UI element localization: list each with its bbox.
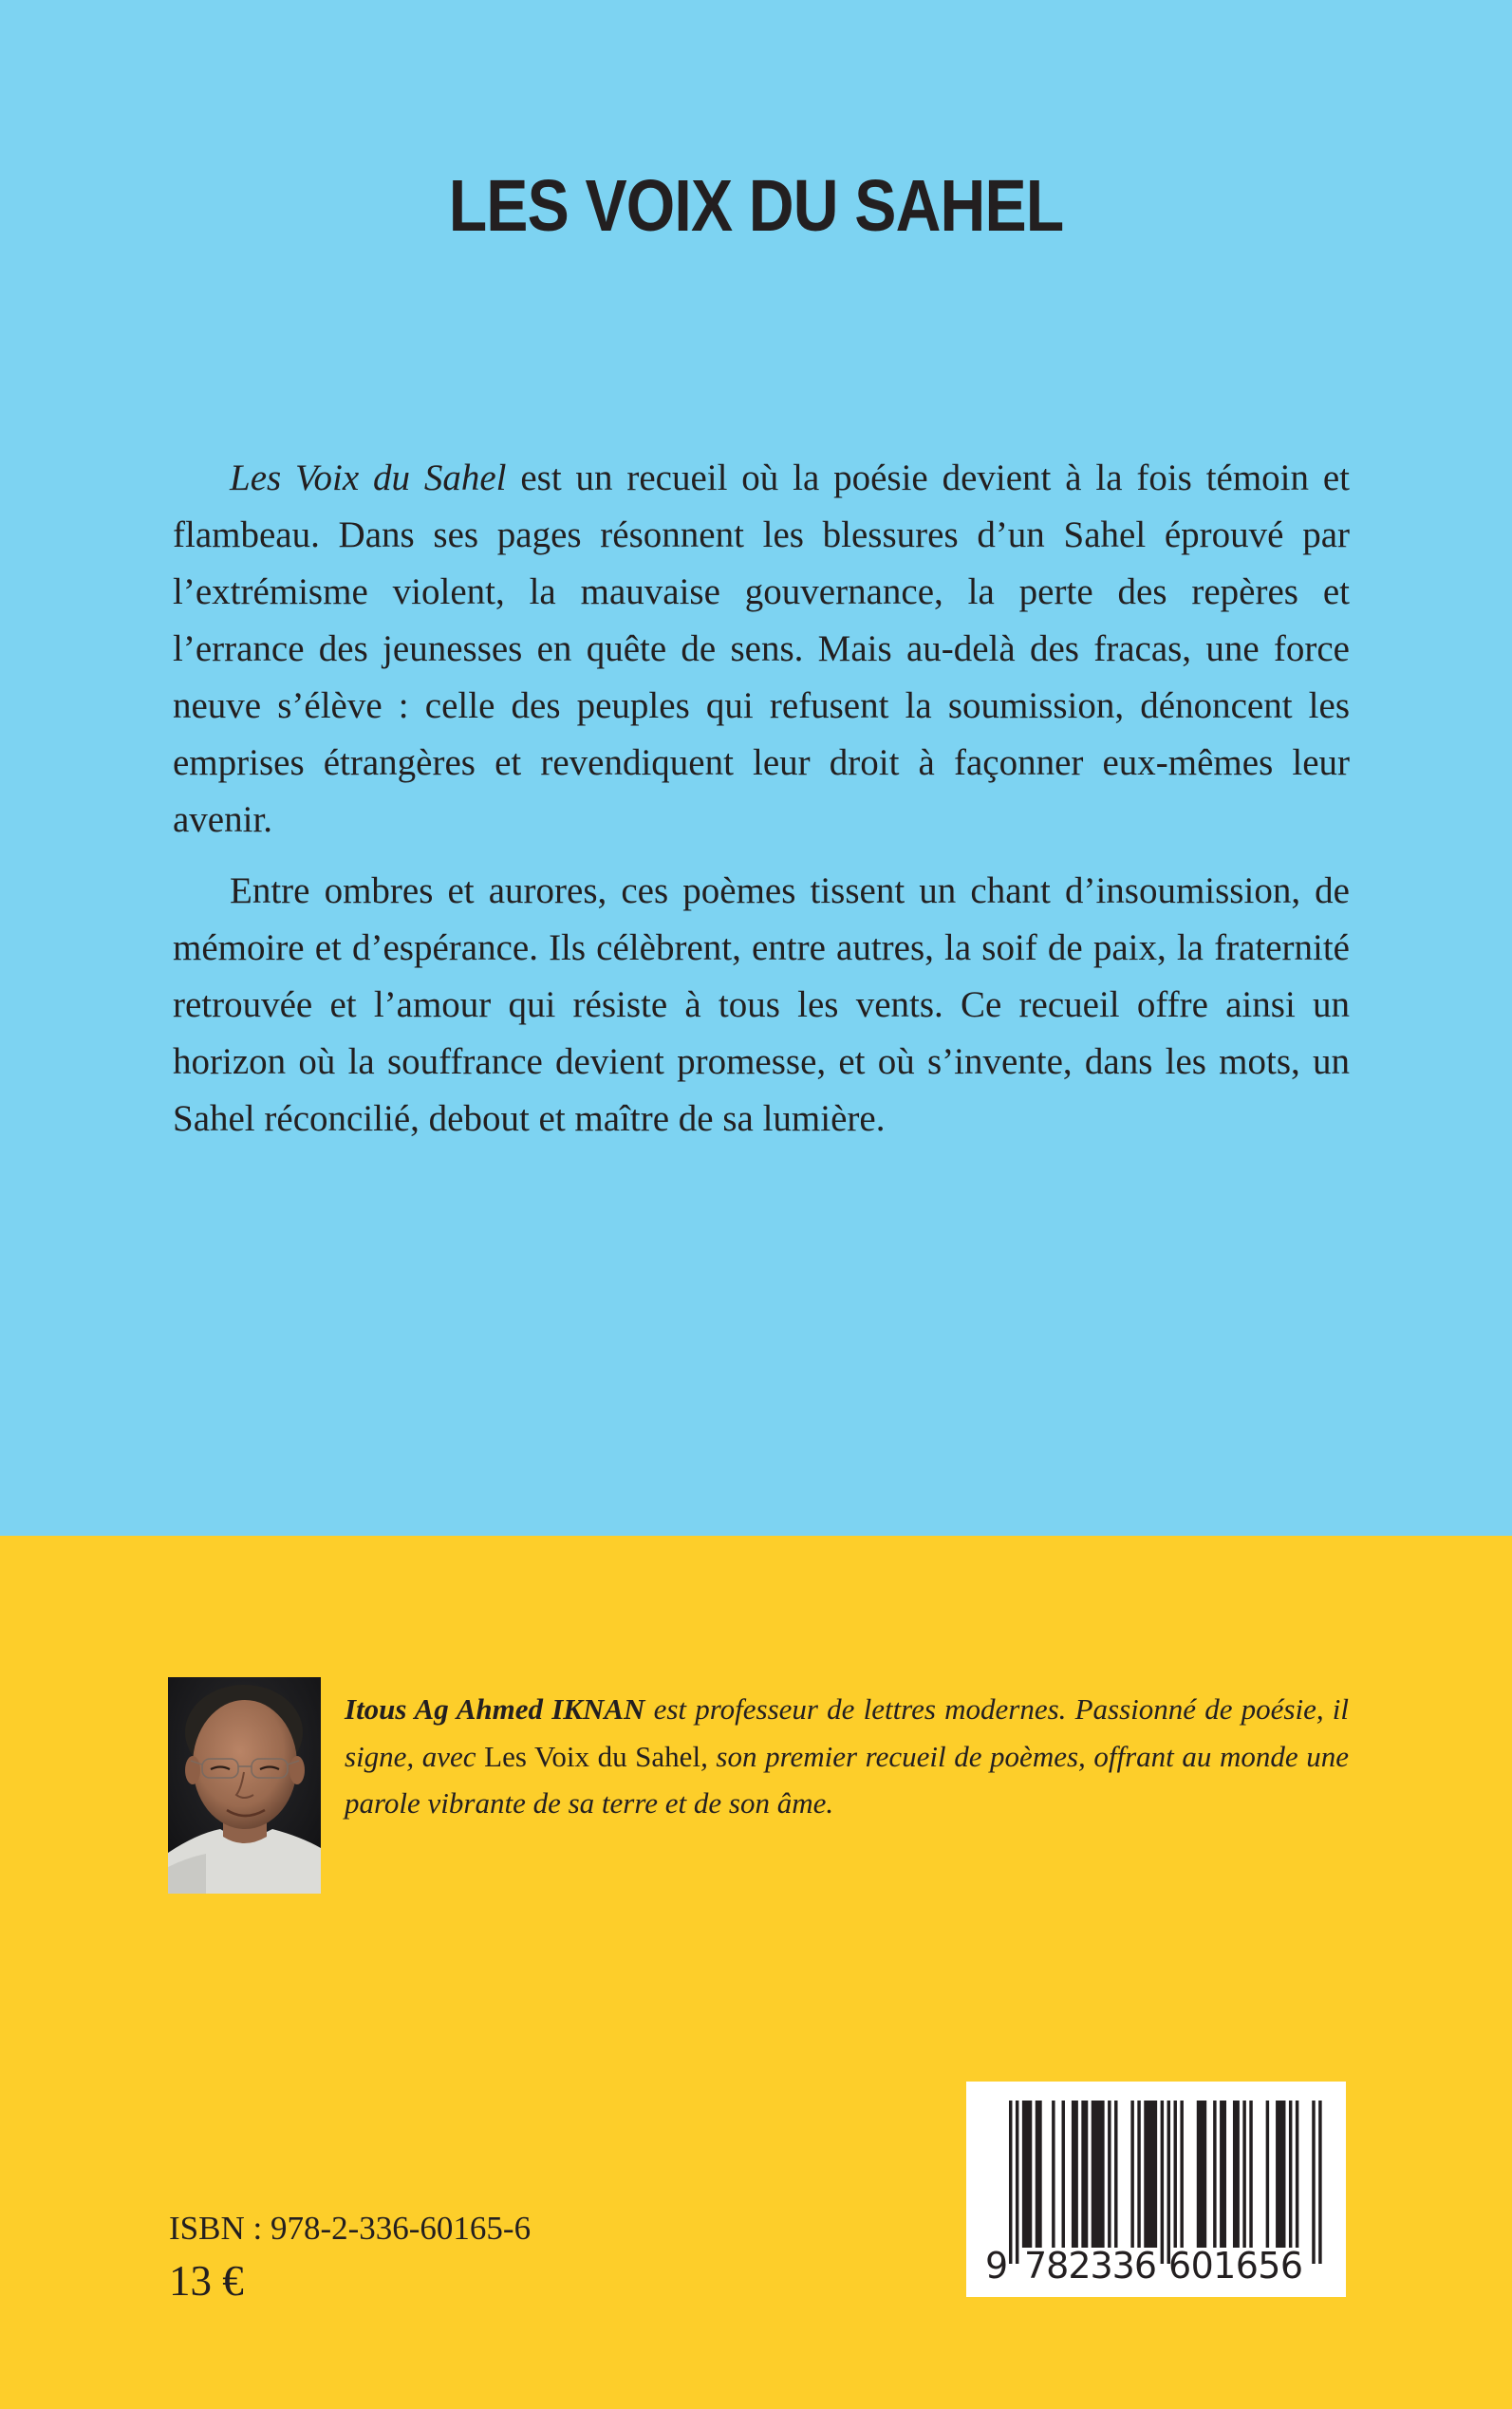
- barcode-icon: [966, 2082, 1346, 2297]
- barcode-digits-right: 601656: [1168, 2245, 1303, 2287]
- author-portrait-icon: [168, 1677, 321, 1894]
- price-label: 13 €: [169, 2257, 244, 2305]
- blurb-paragraph-2-text: Entre ombres et aurores, ces poèmes tissent un chant d’insoumission, de mémoire et d’espérance. Ils célèbrent, entre autres, la soif de paix, la fraternité retrouvée et l’amour qui résiste à tous les vents. Ce recueil offre ainsi un horizon où la souffrance devient promesse, et où s’invente, dans les mots, un Sahel réconcilié, debout et maître de sa lumière.: [173, 870, 1350, 1139]
- author-photo: [168, 1677, 321, 1894]
- author-bio-text-1: est professeur de lettres modernes. Passionné de poésie, il signe, avec: [345, 1692, 1349, 1773]
- barcode-digits-left: 782336: [1024, 2245, 1157, 2287]
- isbn-label: ISBN : 978-2-336-60165-6: [169, 2210, 532, 2247]
- book-title-text: LES VOIX DU SAHEL: [448, 165, 1064, 247]
- barcode-bars: [1009, 2101, 1322, 2264]
- blurb-paragraph-1-text: est un recueil où la poésie devient à la fois témoin et flambeau. Dans ses pages résonnent les blessures d’un Sahel éprouvé par l’extrémisme violent, la mauvaise gouvernance, la perte des repères et l’errance des jeunesses en quête de sens. Mais au-delà des fracas, une force neuve s’élève : celle des peuples qui refusent la soumission, dénoncent les emprises étrangères et revendiquent leur droit à façonner eux-mêmes leur avenir.: [173, 458, 1350, 840]
- author-bio-book-title: Les Voix du Sahel: [484, 1739, 701, 1773]
- barcode: [966, 2082, 1346, 2297]
- back-cover-blurb: [173, 450, 1350, 1162]
- barcode-digit-first: 9: [985, 2245, 1009, 2287]
- author-bio: [345, 1686, 1349, 1827]
- blurb-paragraph-2: [173, 863, 1350, 1148]
- book-title: [0, 163, 1512, 249]
- barcode-digits: [985, 2245, 1303, 2287]
- blurb-italic-title: Les Voix du Sahel: [230, 458, 507, 498]
- blurb-paragraph-1: [173, 450, 1350, 849]
- author-bio-text-2: , son premier recueil de poèmes, offrant au monde une parole vibrante de sa terre et de son âme.: [345, 1739, 1350, 1820]
- author-name: Itous Ag Ahmed IKNAN: [345, 1692, 645, 1726]
